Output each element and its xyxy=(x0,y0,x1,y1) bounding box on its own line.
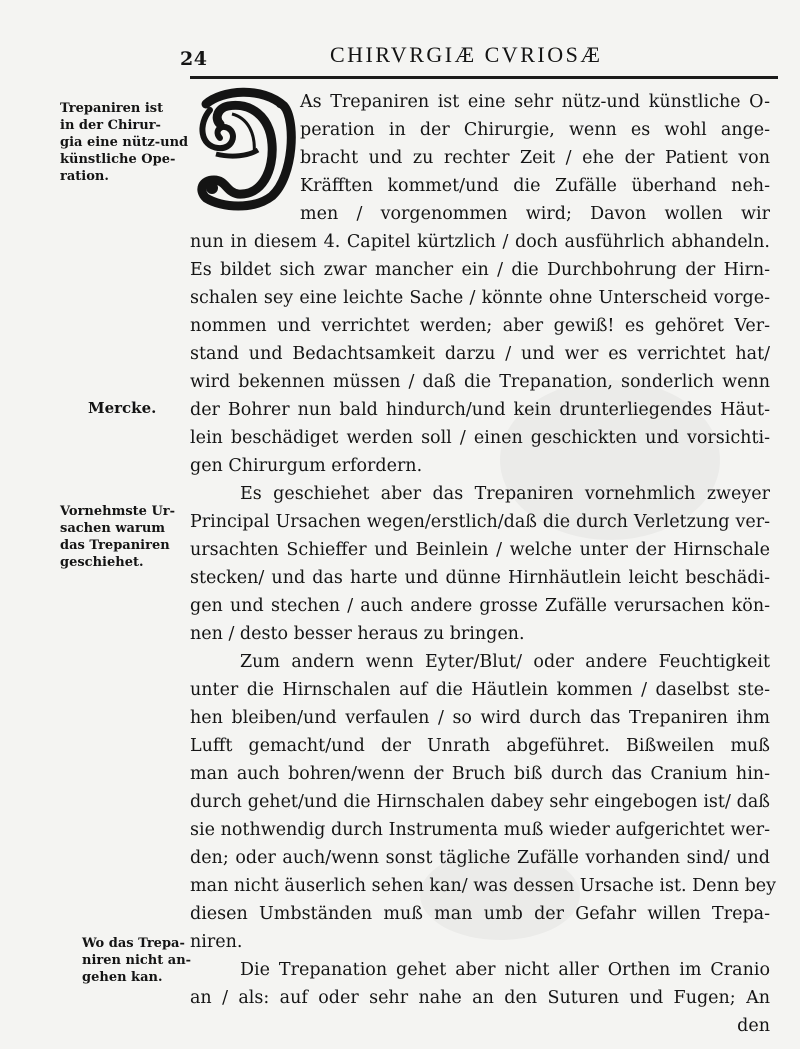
running-head: CHIRVRGIÆ CVRIOSÆ xyxy=(330,42,603,67)
margin-note-line: Vornehmste Ur- xyxy=(60,504,176,519)
drop-cap-initial xyxy=(192,84,296,212)
margin-note-trepaniren xyxy=(60,100,189,185)
margin-note-line: Wo das Trepa- xyxy=(82,936,185,951)
body-text-line: den; oder auch/wenn sonst tägliche Zufälle vorhanden sind/ und xyxy=(190,848,770,868)
margin-note-line: geschiehet. xyxy=(60,555,144,570)
body-text-line: diesen Umbständen muß man umb der Gefahr willen Trepa- xyxy=(190,904,770,924)
margin-note-line: Trepaniren ist xyxy=(60,101,164,116)
body-text-line: unter die Hirnschalen auf die Häutlein kommen / daselbst ste- xyxy=(190,680,770,700)
margin-note-line: Mercke. xyxy=(88,399,157,417)
body-text-line: man nicht äuserlich sehen kan/ was dessen Ursache ist. Denn bey xyxy=(190,876,777,896)
body-text-line: Principal Ursachen wegen/erstlich/daß die durch Verletzung ver- xyxy=(190,512,770,532)
margin-note-line: gia eine nütz-und xyxy=(60,135,189,150)
body-text-line: bracht und zu rechter Zeit / ehe der Patient von xyxy=(300,148,770,168)
margin-note-line: sachen warum xyxy=(60,521,166,536)
body-text-line: man auch bohren/wenn der Bruch biß durch das Cranium hin- xyxy=(190,764,770,784)
body-text-line: Die Trepanation gehet aber nicht aller Orthen im Cranio xyxy=(240,960,770,980)
body-text-line: men / vorgenommen wird; Davon wollen wir xyxy=(300,204,770,224)
body-text-line: As Trepaniren ist eine sehr nütz-und künstliche O- xyxy=(300,92,770,112)
body-text-line: gen und stechen / auch andere grosse Zufälle verursachen kön- xyxy=(190,596,770,616)
margin-note-ursachen xyxy=(60,503,178,571)
body-text-line: der Bohrer nun bald hindurch/und kein drunterliegendes Häut- xyxy=(190,400,770,420)
body-text-line: Kräfften kommet/und die Zufälle überhand neh- xyxy=(300,176,770,196)
margin-note-line: gehen kan. xyxy=(82,970,163,985)
body-text-line: sie nothwendig durch Instrumenta muß wieder aufgerichtet wer- xyxy=(190,820,770,840)
body-text-line: Zum andern wenn Eyter/Blut/ oder andere Feuchtigkeit xyxy=(240,652,770,672)
body-text-line: nommen und verrichtet werden; aber gewiß! es gehöret Ver- xyxy=(190,316,770,336)
margin-note-wo-trepaniren xyxy=(82,935,200,986)
margin-note-mercke xyxy=(88,400,206,417)
body-text-line: an / als: auf oder sehr nahe an den Suturen und Fugen; An xyxy=(190,988,770,1008)
body-text-line: hen bleiben/und verfaulen / so wird durch das Trepaniren ihm xyxy=(190,708,770,728)
margin-note-line: in der Chirur- xyxy=(60,118,161,133)
body-text-line: schalen sey eine leichte Sache / könnte ohne Unterscheid vorge- xyxy=(190,288,770,308)
margin-note-line: das Trepaniren xyxy=(60,538,170,553)
body-text-line: wird bekennen müssen / daß die Trepanation, sonderlich wenn xyxy=(190,372,770,392)
catchword: den xyxy=(737,1016,770,1036)
margin-note-line: ration. xyxy=(60,169,109,184)
body-text-line: Lufft gemacht/und der Unrath abgeführet. Bißweilen muß xyxy=(190,736,770,756)
body-text-line: Es bildet sich zwar mancher ein / die Durchbohrung der Hirn- xyxy=(190,260,770,280)
body-text-line: durch gehet/und die Hirnschalen dabey sehr eingebogen ist/ daß xyxy=(190,792,770,812)
body-text-line: ursachten Schieffer und Beinlein / welche unter der Hirnschale xyxy=(190,540,770,560)
body-text-line: nun in diesem 4. Capitel kürtzlich / doch ausführlich abhandeln. xyxy=(190,232,770,252)
margin-note-line: künstliche Ope- xyxy=(60,152,176,167)
body-text-line: nen / desto besser heraus zu bringen. xyxy=(190,624,525,644)
body-text-line: gen Chirurgum erfordern. xyxy=(190,456,423,476)
body-text-line: stand und Bedachtsamkeit darzu / und wer es verrichtet hat/ xyxy=(190,344,770,364)
margin-note-line: niren nicht an- xyxy=(82,953,192,968)
body-text-line: stecken/ und das harte und dünne Hirnhäutlein leicht beschädi- xyxy=(190,568,770,588)
header-rule xyxy=(190,76,778,79)
body-text-line: Es geschiehet aber das Trepaniren vornehmlich zweyer xyxy=(240,484,770,504)
body-text-line: niren. xyxy=(190,932,243,952)
body-text-line: lein beschädiget werden soll / einen geschickten und vorsichti- xyxy=(190,428,770,448)
page-number: 24 xyxy=(180,48,208,70)
body-text-line: peration in der Chirurgie, wenn es wohl ange- xyxy=(300,120,770,140)
